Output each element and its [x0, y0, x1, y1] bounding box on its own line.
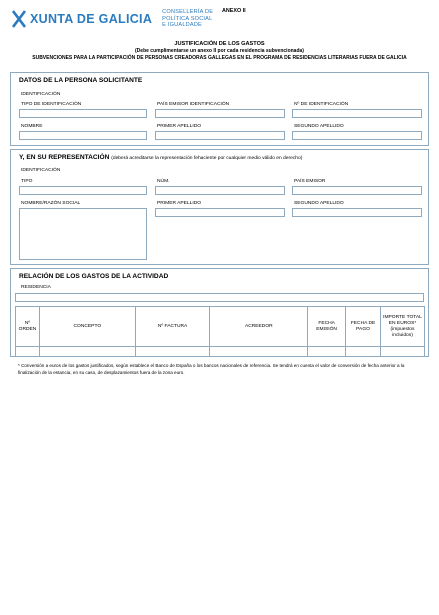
rep-identification-label: IDENTIFICACIÓN — [21, 168, 61, 173]
program-title: SUBVENCIONES PARA LA PARTICIPACIÓN DE PERSONAS CREADORAS GALLEGAS EN EL PROGRAMA DE RESIDENCIAS LITERARIAS FUERA DE GALICIA — [32, 55, 407, 61]
id-type-label: TIPO DE IDENTIFICACIÓN — [21, 102, 82, 107]
saint-andrew-cross-icon — [12, 10, 26, 28]
rep-type-label: TIPO — [21, 179, 33, 184]
department-name — [162, 9, 213, 29]
id-number-label: Nº DE IDENTIFICACIÓN — [294, 102, 349, 107]
rep-first-surname-field[interactable] — [155, 208, 285, 217]
applicant-identification-label: IDENTIFICACIÓN — [21, 92, 61, 97]
table-header-row — [16, 307, 425, 347]
annex-label: ANEXO II — [222, 8, 246, 14]
rep-name-company-field[interactable] — [19, 208, 147, 260]
rep-type-field[interactable] — [19, 186, 147, 195]
rep-second-surname-field[interactable] — [292, 208, 422, 217]
representative-title-text: Y, EN SU REPRESENTACIÓN — [19, 154, 110, 161]
form-subtitle: (Debe cumplimentarse un anexo II por cada residencia subvencionada) — [135, 48, 304, 54]
payment-date-cell[interactable] — [346, 347, 381, 357]
order-cell[interactable] — [16, 347, 40, 357]
col-concept-header: CONCEPTO — [39, 307, 135, 347]
name-label: NOMBRE — [21, 124, 43, 129]
footnote: * Conversión a euros de los gastos justificados, según establece el Banco de España o los bancos nacionales de referencia. Se tendrá en cuenta el valor de conversión de fecha anterior a la finalización de la estancia, en su caso, de desplazamientos fuera de la zona euro. — [18, 363, 405, 375]
id-type-field[interactable] — [19, 109, 147, 118]
first-surname-field[interactable] — [155, 131, 285, 140]
concept-cell[interactable] — [39, 347, 135, 357]
creditor-cell[interactable] — [210, 347, 308, 357]
expenses-section-title: RELACIÓN DE LOS GASTOS DE LA ACTIVIDAD — [19, 273, 169, 280]
col-order-header: Nº ORDEN — [16, 307, 40, 347]
dept-line-1: CONSELLERÍA DE — [162, 9, 214, 16]
applicant-section — [10, 72, 429, 146]
dept-line-3: E IGUALDADE — [162, 22, 202, 29]
amount-cell[interactable] — [381, 347, 425, 357]
col-amount-header: IMPORTE TOTAL EN EUROS* (impuestos incluidos) — [381, 307, 425, 347]
first-surname-label: PRIMER APELLIDO — [157, 124, 202, 129]
rep-issuing-country-field[interactable] — [292, 186, 422, 195]
residence-label: RESIDENCIA — [21, 285, 51, 290]
issue-date-cell[interactable] — [308, 347, 346, 357]
invoice-cell[interactable] — [135, 347, 210, 357]
residence-field[interactable] — [15, 293, 424, 302]
representative-section — [10, 149, 429, 265]
xunta-logo — [12, 6, 214, 32]
rep-number-label: NÚM. — [157, 179, 170, 184]
rep-number-field[interactable] — [155, 186, 285, 195]
form-title: JUSTIFICACIÓN DE LOS GASTOS — [174, 41, 265, 47]
expenses-table — [15, 306, 425, 357]
rep-name-company-label: NOMBRE/RAZÓN SOCIAL — [21, 201, 81, 206]
name-field[interactable] — [19, 131, 147, 140]
representative-section-title — [19, 154, 302, 161]
issuing-country-label: PAÍS EMISOR IDENTIFICACIÓN — [157, 102, 230, 107]
table-row — [16, 347, 425, 357]
col-payment-date-header: FECHA DE PAGO — [346, 307, 381, 347]
rep-first-surname-label: PRIMER APELLIDO — [157, 201, 202, 206]
dept-line-2: POLÍTICA SOCIAL — [162, 15, 213, 22]
id-number-field[interactable] — [292, 109, 422, 118]
col-issue-date-header: FECHA EMISIÓN — [308, 307, 346, 347]
applicant-section-title: DATOS DE LA PERSONA SOLICITANTE — [19, 77, 143, 84]
second-surname-field[interactable] — [292, 131, 422, 140]
second-surname-label: SEGUNDO APELLIDO — [294, 124, 344, 129]
rep-second-surname-label: SEGUNDO APELLIDO — [294, 201, 344, 206]
representative-note: (deberá acreditarse la representación fehaciente por cualquier medio válido en derecho) — [111, 156, 303, 161]
col-creditor-header: ACREEDOR — [210, 307, 308, 347]
logo-name: XUNTA DE GALICIA — [30, 12, 153, 26]
issuing-country-field[interactable] — [155, 109, 285, 118]
col-invoice-header: Nº FACTURA — [135, 307, 210, 347]
rep-issuing-country-label: PAÍS EMISOR — [294, 179, 326, 184]
